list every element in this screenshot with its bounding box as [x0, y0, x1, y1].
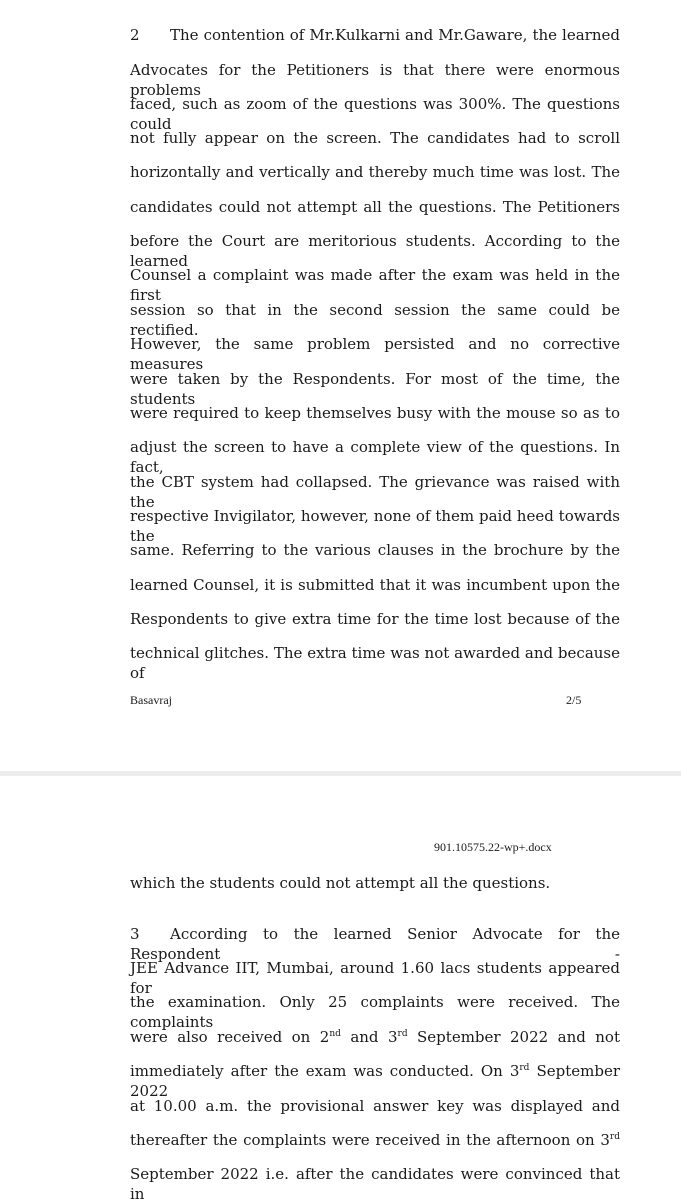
paragraph-2-line: Respondents to give extra time for the time lost because of the [130, 610, 620, 628]
paragraph-3-line [130, 1027, 620, 1047]
superscript: rd [609, 1132, 620, 1142]
text-run: immediately after the exam was conducted. On 3 [130, 1062, 520, 1080]
paragraph-2-line: adjust the screen to have a complete view of the questions. In fact, [130, 438, 620, 476]
paragraph-2-line: before the Court are meritorious students. According to the learned [130, 232, 620, 270]
page-number: 2/5 [566, 693, 582, 707]
file-reference: 901.10575.22-wp+.docx [434, 840, 552, 854]
superscript: rd [397, 1029, 408, 1039]
paragraph-3-line: JEE Advance IIT, Mumbai, around 1.60 lacs students appeared for [130, 959, 620, 997]
text-run: thereafter the complaints were received in the afternoon on 3 [130, 1131, 610, 1149]
paragraph-2-line: the CBT system had collapsed. The grievance was raised with the [130, 473, 620, 511]
paragraph-2-line: were required to keep themselves busy with the mouse so as to [130, 404, 620, 422]
text-run: September 2022 [130, 1062, 620, 1100]
paragraph-3-line [130, 924, 620, 963]
text-run: were also received on 2 [130, 1028, 330, 1046]
paragraph-2-line: were taken by the Respondents. For most of the time, the students [130, 370, 620, 408]
paragraph-number: 3 [130, 925, 140, 943]
paragraph-3-line: September 2022 i.e. after the candidates were convinced that in [130, 1165, 620, 1203]
footer-author: Basavraj [130, 693, 172, 707]
paragraph-2-line: faced, such as zoom of the questions was 300%. The questions could [130, 95, 620, 133]
paragraph-2-line: However, the same problem persisted and no corrective measures [130, 335, 620, 373]
paragraph-2-line: horizontally and vertically and thereby much time was lost. The [130, 163, 620, 181]
paragraph-2-line: candidates could not attempt all the questions. The Petitioners [130, 198, 620, 216]
paragraph-2-line: Counsel a complaint was made after the exam was held in the first [130, 266, 620, 304]
paragraph-2-line: same. Referring to the various clauses in the brochure by the [130, 541, 620, 559]
paragraph-2-line: respective Invigilator, however, none of them paid heed towards the [130, 507, 620, 545]
paragraph-3-line: the examination. Only 25 complaints were received. The complaints [130, 993, 620, 1031]
paragraph-2-line: learned Counsel, it is submitted that it was incumbent upon the [130, 576, 620, 594]
text-run: September 2022 and not [407, 1028, 620, 1046]
superscript: rd [519, 1063, 530, 1073]
paragraph-2-line: not fully appear on the screen. The candidates had to scroll [130, 129, 620, 147]
continuation-line: which the students could not attempt all the questions. [130, 874, 551, 892]
paragraph-text: According to the learned Senior Advocate for the Respondent - [130, 925, 620, 963]
superscript: nd [329, 1029, 341, 1039]
text-run: and 3 [340, 1028, 398, 1046]
paragraph-2-line: session so that in the second session the same could be rectified. [130, 301, 620, 339]
paragraph-number: 2 [130, 26, 140, 44]
paragraph-2-line: Advocates for the Petitioners is that there were enormous problems [130, 61, 620, 99]
paragraph-3-line [130, 1130, 620, 1150]
paragraph-text: The contention of Mr.Kulkarni and Mr.Gaware, the learned [170, 26, 620, 44]
paragraph-2-line: technical glitches. The extra time was not awarded and because of [130, 644, 620, 682]
paragraph-2-line [130, 25, 620, 45]
paragraph-3-line [130, 1061, 620, 1100]
paragraph-3-line: at 10.00 a.m. the provisional answer key was displayed and [130, 1097, 620, 1115]
